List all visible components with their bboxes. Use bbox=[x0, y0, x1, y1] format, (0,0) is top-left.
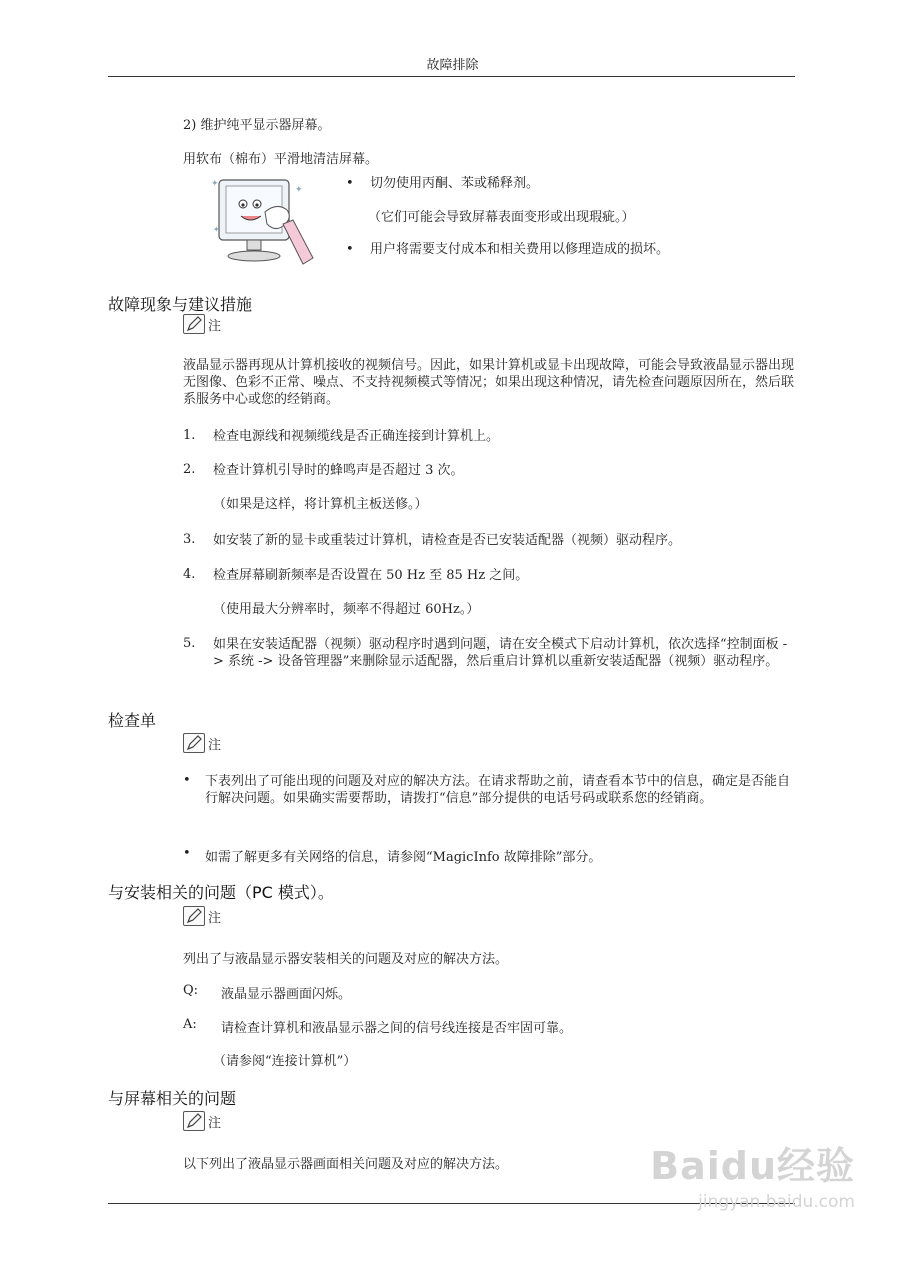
list-item-note: （使用最大分辨率时，频率不得超过 60Hz。） bbox=[213, 602, 480, 617]
maintenance-bullet-1: • 切勿使用丙酮、苯或稀释剂。 bbox=[346, 176, 540, 191]
section-title-screen: 与屏幕相关的问题 bbox=[108, 1089, 237, 1108]
section-title-checklist: 检查单 bbox=[108, 711, 157, 730]
list-number: 4. bbox=[183, 567, 196, 582]
list-number: 3. bbox=[183, 532, 196, 547]
list-item: 检查电源线和视频缆线是否正确连接到计算机上。 bbox=[213, 429, 500, 444]
note-pencil-icon bbox=[183, 1111, 205, 1131]
list-item: 如果在安装适配器（视频）驱动程序时遇到问题，请在安全模式下启动计算机，依次选择“控制面板 -> 系统 -> 设备管理器”来删除显示适配器，然后重启计算机以重新安装适配器（视频）驱动程序。 bbox=[213, 637, 788, 669]
checklist-bullet: 如需了解更多有关网络的信息，请参阅“MagicInfo 故障排除”部分。 bbox=[205, 850, 602, 865]
symptoms-paragraph: 液晶显示器再现从计算机接收的视频信号。因此，如果计算机或显卡出现故障，可能会导致液晶显示器出现无图像、色彩不正常、噪点、不支持视频模式等情况；如果出现这种情况，请先检查问题原因所在，然后联系服务中心或您的经销商。 bbox=[183, 358, 795, 407]
note-label: 注 bbox=[208, 1116, 222, 1131]
note-label: 注 bbox=[208, 911, 222, 926]
list-number: 2. bbox=[183, 462, 196, 477]
note-screen bbox=[183, 1111, 221, 1131]
answer-reference: （请参阅“连接计算机”） bbox=[213, 1054, 357, 1069]
install-paragraph: 列出了与液晶显示器安装相关的问题及对应的解决方法。 bbox=[183, 952, 509, 967]
svg-text:✦: ✦ bbox=[213, 225, 220, 234]
svg-text:✦: ✦ bbox=[211, 179, 219, 189]
screen-paragraph: 以下列出了液晶显示器画面相关问题及对应的解决方法。 bbox=[183, 1157, 509, 1172]
note-pencil-icon bbox=[183, 314, 205, 334]
note-label: 注 bbox=[208, 319, 222, 334]
watermark-brand: Baidu经验 bbox=[650, 1144, 855, 1188]
note-pencil-icon bbox=[183, 906, 205, 926]
note-label: 注 bbox=[208, 738, 222, 753]
monitor-cleaning-illustration bbox=[205, 172, 325, 272]
section-title-install: 与安装相关的问题（PC 模式）。 bbox=[108, 883, 334, 902]
bullet-marker: • bbox=[183, 846, 191, 861]
note-pencil-icon bbox=[183, 733, 205, 753]
answer-label: A: bbox=[183, 1017, 197, 1032]
list-item-note: （如果是这样，将计算机主板送修。） bbox=[213, 497, 428, 512]
maintenance-bullet-2: • 用户将需要支付成本和相关费用以修理造成的损坏。 bbox=[346, 242, 670, 257]
note-install bbox=[183, 906, 221, 926]
bullet-marker: • bbox=[183, 773, 191, 788]
svg-text:✦: ✦ bbox=[295, 185, 303, 195]
question-label: Q: bbox=[183, 983, 199, 998]
list-number: 5. bbox=[183, 636, 196, 651]
checklist-bullet: 下表列出了可能出现的问题及对应的解决方法。在请求帮助之前，请查看本节中的信息，确定是否能自行解决问题。如果确实需要帮助，请拨打“信息”部分提供的电话号码或联系您的经销商。 bbox=[205, 774, 791, 806]
note-checklist bbox=[183, 733, 221, 753]
baidu-watermark bbox=[650, 1135, 855, 1212]
watermark-url: jingyan.baidu.com bbox=[698, 1192, 855, 1212]
list-item: 检查屏幕刷新频率是否设置在 50 Hz 至 85 Hz 之间。 bbox=[213, 568, 529, 583]
list-number: 1. bbox=[183, 428, 196, 443]
answer-text: 请检查计算机和液晶显示器之间的信号线连接是否牢固可靠。 bbox=[221, 1021, 573, 1036]
maintenance-intro: 用软布（棉布）平滑地清洁屏幕。 bbox=[183, 152, 379, 167]
note-symptoms bbox=[183, 314, 221, 334]
section-title-symptoms: 故障现象与建议措施 bbox=[108, 295, 253, 314]
page-header-title: 故障排除 bbox=[426, 58, 479, 73]
list-item: 检查计算机引导时的蜂鸣声是否超过 3 次。 bbox=[213, 463, 464, 478]
maintenance-bullet-note: （它们可能会导致屏幕表面变形或出现瑕疵。） bbox=[368, 210, 635, 225]
maintenance-heading: 2) 维护纯平显示器屏幕。 bbox=[183, 118, 331, 133]
list-item: 如安装了新的显卡或重装过计算机，请检查是否已安装适配器（视频）驱动程序。 bbox=[213, 533, 682, 548]
question-text: 液晶显示器画面闪烁。 bbox=[221, 987, 352, 1002]
header-rule bbox=[108, 76, 795, 77]
